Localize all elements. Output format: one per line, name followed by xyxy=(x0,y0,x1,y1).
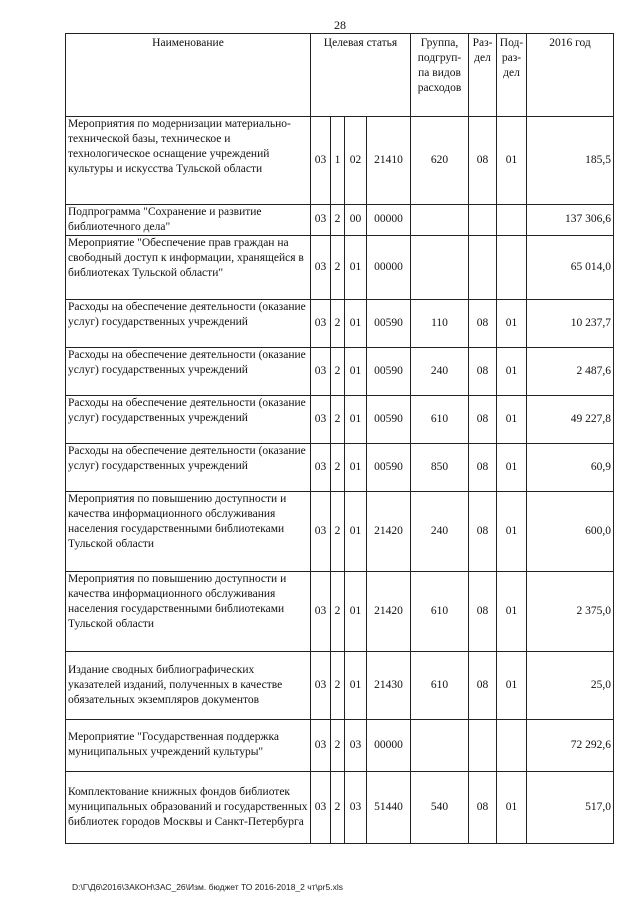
row-name: Мероприятие "Обеспечение прав граждан на свободный доступ к информации, хранящейся в библиотеках Тульской области" xyxy=(66,235,311,299)
target-event-code: 01 xyxy=(345,299,367,347)
target-program-code: 03 xyxy=(311,719,331,771)
target-event-code: 01 xyxy=(345,443,367,491)
target-event-code: 02 xyxy=(345,117,367,205)
target-event-code: 01 xyxy=(345,235,367,299)
target-program-code: 03 xyxy=(311,235,331,299)
row-name: Расходы на обеспечение деятельности (оказание услуг) государственных учреждений xyxy=(66,347,311,395)
target-direction-code: 21410 xyxy=(367,117,411,205)
section-code xyxy=(469,205,497,236)
expense-group-code: 610 xyxy=(411,571,469,651)
subsection-code: 01 xyxy=(497,571,527,651)
target-subprogram-code: 2 xyxy=(331,651,345,719)
target-program-code: 03 xyxy=(311,443,331,491)
table-row xyxy=(66,491,614,571)
header-expense-group: Группа, подгруп-па видов расходов xyxy=(411,34,469,117)
row-name: Расходы на обеспечение деятельности (оказание услуг) государственных учреждений xyxy=(66,299,311,347)
amount-2016: 517,0 xyxy=(527,771,614,843)
expense-group-code: 240 xyxy=(411,491,469,571)
table-body xyxy=(66,117,614,844)
amount-2016: 600,0 xyxy=(527,491,614,571)
table-row xyxy=(66,443,614,491)
row-name: Мероприятие "Государственная поддержка муниципальных учреждений культуры" xyxy=(66,719,311,771)
amount-2016: 185,5 xyxy=(527,117,614,205)
table-row xyxy=(66,571,614,651)
table-header-row xyxy=(66,34,614,117)
file-path-footer: D:\Г\Д6\2016\ЗАКОН\ЗАС_26\Изм. бюджет ТО 2016-2018_2 чт\pr5.xls xyxy=(72,882,343,892)
table-row xyxy=(66,235,614,299)
target-direction-code: 00590 xyxy=(367,347,411,395)
expense-group-code: 240 xyxy=(411,347,469,395)
target-event-code: 00 xyxy=(345,205,367,236)
target-event-code: 03 xyxy=(345,771,367,843)
subsection-code: 01 xyxy=(497,491,527,571)
header-section: Раз-дел xyxy=(469,34,497,117)
table-row xyxy=(66,347,614,395)
target-event-code: 01 xyxy=(345,571,367,651)
amount-2016: 2 487,6 xyxy=(527,347,614,395)
target-program-code: 03 xyxy=(311,347,331,395)
target-event-code: 03 xyxy=(345,719,367,771)
table-row xyxy=(66,771,614,843)
header-subsection: Под-раз-дел xyxy=(497,34,527,117)
section-code: 08 xyxy=(469,771,497,843)
target-program-code: 03 xyxy=(311,651,331,719)
target-program-code: 03 xyxy=(311,117,331,205)
target-direction-code: 00590 xyxy=(367,299,411,347)
target-event-code: 01 xyxy=(345,347,367,395)
amount-2016: 137 306,6 xyxy=(527,205,614,236)
section-code: 08 xyxy=(469,117,497,205)
target-direction-code: 00000 xyxy=(367,719,411,771)
subsection-code: 01 xyxy=(497,771,527,843)
target-subprogram-code: 2 xyxy=(331,443,345,491)
subsection-code xyxy=(497,205,527,236)
section-code: 08 xyxy=(469,651,497,719)
table-row xyxy=(66,651,614,719)
expense-group-code xyxy=(411,205,469,236)
expense-group-code: 610 xyxy=(411,651,469,719)
target-program-code: 03 xyxy=(311,571,331,651)
target-subprogram-code: 2 xyxy=(331,205,345,236)
amount-2016: 72 292,6 xyxy=(527,719,614,771)
amount-2016: 60,9 xyxy=(527,443,614,491)
subsection-code: 01 xyxy=(497,651,527,719)
target-subprogram-code: 2 xyxy=(331,571,345,651)
target-program-code: 03 xyxy=(311,299,331,347)
amount-2016: 25,0 xyxy=(527,651,614,719)
budget-table xyxy=(65,33,614,844)
subsection-code xyxy=(497,719,527,771)
section-code: 08 xyxy=(469,347,497,395)
amount-2016: 10 237,7 xyxy=(527,299,614,347)
row-name: Мероприятия по повышению доступности и качества информационного обслуживания населения государственными библиотеками Тульской области xyxy=(66,571,311,651)
target-event-code: 01 xyxy=(345,395,367,443)
target-direction-code: 21430 xyxy=(367,651,411,719)
expense-group-code: 540 xyxy=(411,771,469,843)
target-subprogram-code: 2 xyxy=(331,235,345,299)
header-target-article: Целевая статья xyxy=(311,34,411,117)
target-subprogram-code: 2 xyxy=(331,719,345,771)
header-year: 2016 год xyxy=(527,34,614,117)
expense-group-code: 110 xyxy=(411,299,469,347)
amount-2016: 49 227,8 xyxy=(527,395,614,443)
subsection-code: 01 xyxy=(497,443,527,491)
section-code: 08 xyxy=(469,299,497,347)
target-event-code: 01 xyxy=(345,651,367,719)
amount-2016: 2 375,0 xyxy=(527,571,614,651)
target-program-code: 03 xyxy=(311,491,331,571)
row-name: Мероприятия по модернизации материально-технической базы, техническое и технологическое оснащение учреждений культуры и искусства Тульской области xyxy=(66,117,311,205)
row-name: Расходы на обеспечение деятельности (оказание услуг) государственных учреждений xyxy=(66,443,311,491)
target-subprogram-code: 2 xyxy=(331,299,345,347)
target-direction-code: 51440 xyxy=(367,771,411,843)
target-program-code: 03 xyxy=(311,205,331,236)
subsection-code: 01 xyxy=(497,117,527,205)
expense-group-code xyxy=(411,719,469,771)
subsection-code: 01 xyxy=(497,347,527,395)
row-name: Расходы на обеспечение деятельности (оказание услуг) государственных учреждений xyxy=(66,395,311,443)
target-event-code: 01 xyxy=(345,491,367,571)
section-code: 08 xyxy=(469,491,497,571)
target-direction-code: 00000 xyxy=(367,235,411,299)
subsection-code: 01 xyxy=(497,299,527,347)
table-row xyxy=(66,299,614,347)
target-subprogram-code: 2 xyxy=(331,395,345,443)
page-number: 28 xyxy=(334,18,346,32)
header-name: Наименование xyxy=(66,34,311,117)
expense-group-code: 850 xyxy=(411,443,469,491)
row-name: Мероприятия по повышению доступности и качества информационного обслуживания населения государственными библиотеками Тульской области xyxy=(66,491,311,571)
table-row xyxy=(66,395,614,443)
target-subprogram-code: 2 xyxy=(331,491,345,571)
expense-group-code xyxy=(411,235,469,299)
expense-group-code: 620 xyxy=(411,117,469,205)
section-code xyxy=(469,235,497,299)
amount-2016: 65 014,0 xyxy=(527,235,614,299)
row-name: Издание сводных библиографических указателей изданий, полученных в качестве обязательных экземпляров документов xyxy=(66,651,311,719)
section-code: 08 xyxy=(469,395,497,443)
table-row xyxy=(66,117,614,205)
section-code: 08 xyxy=(469,443,497,491)
target-subprogram-code: 1 xyxy=(331,117,345,205)
target-direction-code: 00590 xyxy=(367,443,411,491)
target-direction-code: 00590 xyxy=(367,395,411,443)
section-code: 08 xyxy=(469,571,497,651)
subsection-code xyxy=(497,235,527,299)
row-name: Комплектование книжных фондов библиотек муниципальных образований и государственных библиотек городов Москвы и Санкт-Петербурга xyxy=(66,771,311,843)
target-direction-code: 21420 xyxy=(367,571,411,651)
table-row xyxy=(66,719,614,771)
target-subprogram-code: 2 xyxy=(331,771,345,843)
section-code xyxy=(469,719,497,771)
target-direction-code: 21420 xyxy=(367,491,411,571)
expense-group-code: 610 xyxy=(411,395,469,443)
table-row xyxy=(66,205,614,236)
target-program-code: 03 xyxy=(311,395,331,443)
target-program-code: 03 xyxy=(311,771,331,843)
target-subprogram-code: 2 xyxy=(331,347,345,395)
target-direction-code: 00000 xyxy=(367,205,411,236)
subsection-code: 01 xyxy=(497,395,527,443)
row-name: Подпрограмма "Сохранение и развитие библиотечного дела" xyxy=(66,205,311,236)
